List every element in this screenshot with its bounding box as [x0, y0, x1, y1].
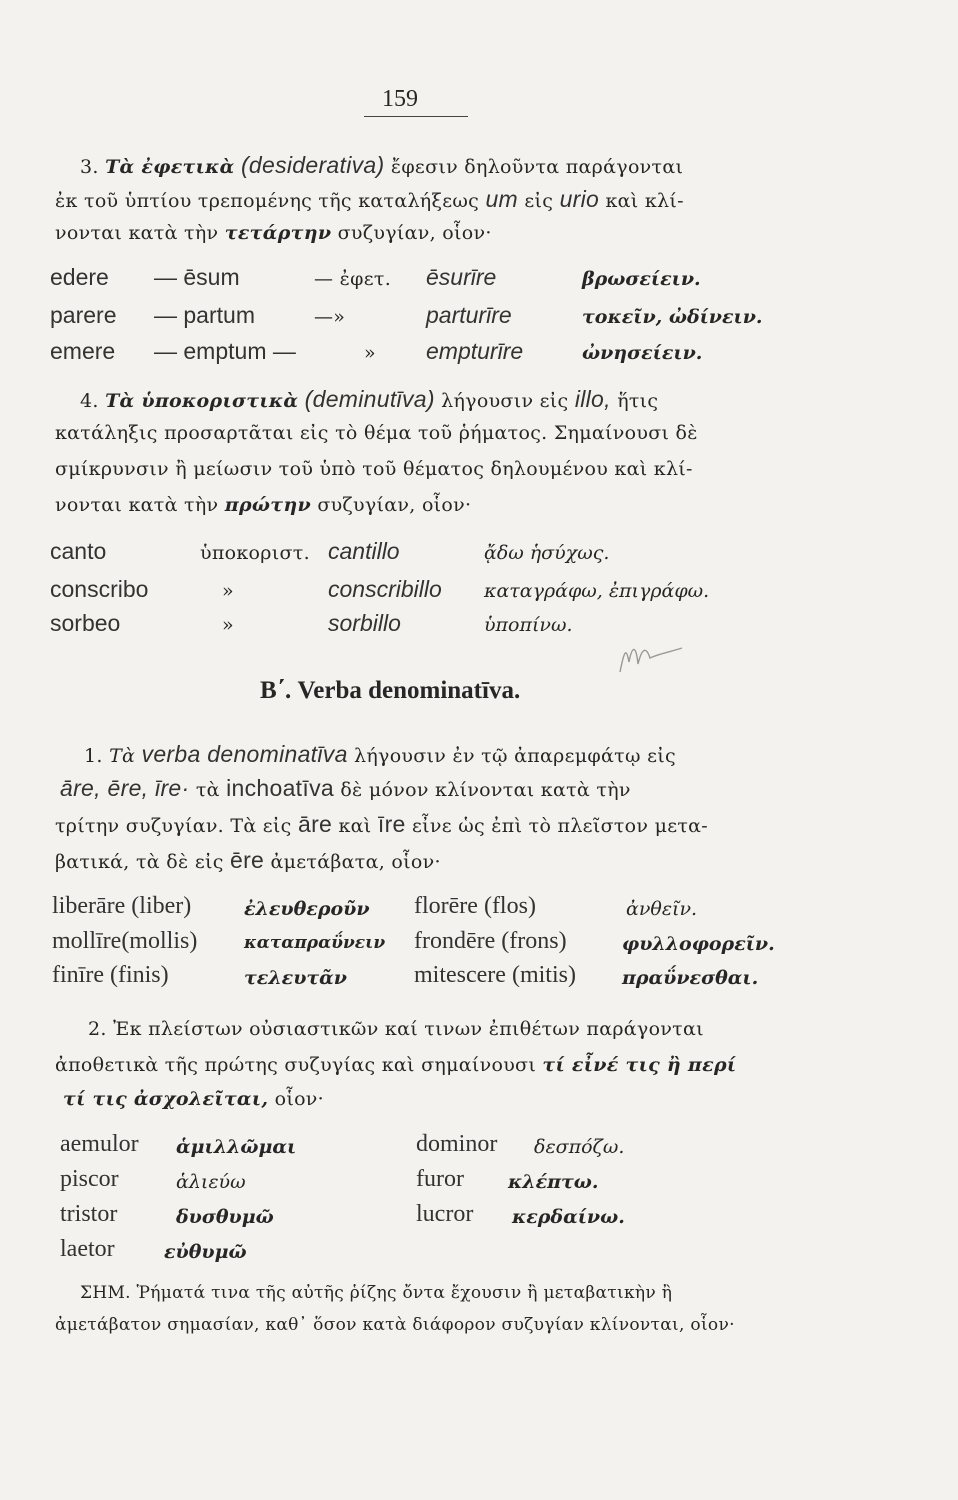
- sec1-row1-greek: ἐλευθεροῦν: [244, 898, 370, 920]
- sec3-text-4: συζυγίαν, οἷον·: [337, 222, 492, 244]
- sec3-line-1: [80, 152, 683, 179]
- sec2-row1-greek-2: δεσπόζω.: [534, 1136, 625, 1158]
- sec3-row2-marker: —»: [314, 306, 346, 328]
- sec3-eis: εἰς: [524, 190, 554, 212]
- sec3-term: Τὰ ἐφετικὰ: [105, 156, 235, 178]
- sec3-kai: καὶ κλί-: [605, 190, 684, 212]
- sec2-row3-greek-2: κερδαίνω.: [512, 1206, 625, 1228]
- sec1-row2-greek: καταπραΰνειν: [244, 933, 386, 953]
- sec3-urio: urio: [559, 186, 600, 212]
- page-number: 159: [382, 86, 418, 112]
- sec4-row1-marker: ὑποκοριστ.: [200, 542, 310, 564]
- sec3-row3-desid: empturīre: [426, 338, 524, 364]
- sec1-line-3: [55, 811, 708, 838]
- sec1-row1-greek-2: ἀνθεῖν.: [626, 898, 698, 920]
- sec4-illo: illo,: [574, 386, 611, 412]
- sec4-text-1: λήγουσιν εἰς: [441, 390, 569, 412]
- sec3-row1-supine: — ēsum: [154, 264, 240, 290]
- sec1-row3-greek: τελευτᾶν: [244, 967, 347, 989]
- sec1-number: 1.: [84, 745, 103, 767]
- sec2-row2-greek: ἁλιεύω: [176, 1171, 246, 1193]
- sec4-row3-verb: sorbeo: [50, 610, 121, 636]
- sec3-line-2: [55, 186, 684, 213]
- sec1-latin-term: verba denominatīva: [141, 741, 348, 767]
- sec4-row2-greek: καταγράφω, ἐπιγράφω.: [484, 580, 710, 602]
- sec4-line-2: κατάληξις προσαρτᾶται εἰς τὸ θέμα τοῦ ῥήματος. Σημαίνουσι δὲ: [55, 422, 698, 444]
- sec1-text-4: εἶνε ὡς ἐπὶ τὸ πλεῖστον μετα-: [411, 815, 709, 837]
- sec4-latin-term: (deminutīva): [304, 386, 435, 412]
- sec3-row3-greek: ὠνησείειν.: [582, 342, 703, 364]
- sec4-row1-verb: canto: [50, 538, 107, 564]
- sec1-inchoativa: inchoatīva: [226, 775, 334, 801]
- sec1-line-1: [84, 741, 676, 768]
- sec2-meaning-2: τί τις ἀσχολεῖται,: [63, 1088, 269, 1110]
- sec4-number: 4.: [80, 390, 99, 412]
- sec1-row2-verb-2: frondēre (frons): [414, 928, 567, 954]
- sec4-row2-verb: conscribo: [50, 576, 149, 602]
- sec1-text-6: ἀμετάβατα, οἷον·: [270, 851, 441, 873]
- sec1-ta-2: τὰ: [195, 779, 220, 801]
- sec1-row1-verb: liberāre (liber): [52, 893, 192, 919]
- sec1-row3-verb: finīre (finis): [52, 962, 169, 988]
- sec3-row2-greek: τοκεῖν, ὠδίνειν.: [582, 306, 763, 328]
- handwritten-mark-icon: [616, 638, 686, 678]
- sec4-row1-greek: ᾄδω ἡσύχως.: [484, 542, 610, 564]
- sec1-row3-verb-2: mitescere (mitis): [414, 962, 576, 988]
- sec4-row1-dim: cantillo: [328, 538, 400, 564]
- sec2-row4-verb: laetor: [60, 1236, 115, 1262]
- sec2-row1-greek: ἁμιλλῶμαι: [176, 1136, 297, 1158]
- sec4-term: Τὰ ὑποκοριστικὰ: [105, 390, 299, 412]
- sec3-text-2: ἐκ τοῦ ὑπτίου τρεπομένης τῆς καταλήξεως: [55, 190, 480, 212]
- note-line-2: ἀμετάβατον σημασίαν, καθ᾽ ὅσον κατὰ διάφορον συζυγίαν κλίνονται, οἷον·: [55, 1315, 735, 1335]
- sec1-row2-verb: mollīre(mollis): [52, 928, 198, 954]
- sec2-meaning: τί εἶνέ τις ἢ περί: [542, 1054, 737, 1076]
- sec3-row3-marker: »: [364, 342, 376, 364]
- sec3-row2-desid: parturīre: [426, 302, 512, 328]
- sec1-line-4: [55, 847, 441, 874]
- sec3-row1-latin: edere: [50, 264, 109, 290]
- sec4-itis: ἥτις: [617, 390, 659, 412]
- sec3-row1-greek: βρωσείειν.: [582, 268, 701, 290]
- page-number-rule: [364, 116, 468, 117]
- sec2-oion: οἷον·: [274, 1088, 324, 1110]
- sec4-row3-greek: ὑποπίνω.: [484, 614, 573, 636]
- sec3-row1-marker: — ἐφετ.: [314, 268, 392, 290]
- note-line-1: ΣΗΜ. Ῥήματά τινα τῆς αὐτῆς ῥίζης ὄντα ἔχουσιν ἢ μεταβατικὴν ἢ: [80, 1283, 673, 1303]
- sec4-line-4: [55, 494, 471, 516]
- sec3-um: um: [485, 186, 519, 212]
- sec1-row3-greek-2: πραΰνεσθαι.: [622, 967, 759, 989]
- sec1-kai: καὶ: [338, 815, 372, 837]
- sec2-row3-verb: tristor: [60, 1201, 118, 1227]
- sec3-tetartin: τετάρτην: [224, 222, 332, 244]
- sec1-row2-greek-2: φυλλοφορεῖν.: [622, 933, 775, 955]
- sec2-row3-greek: δυσθυμῶ: [176, 1206, 274, 1228]
- sec2-text-1: ἀποθετικὰ τῆς πρώτης συζυγίας καὶ σημαίνουσι: [55, 1054, 537, 1076]
- sec2-row1-verb-2: dominor: [416, 1131, 498, 1157]
- sec4-row2-dim: conscribillo: [328, 576, 442, 602]
- sec1-endings: āre, ēre, īre·: [60, 775, 190, 801]
- sec2-line-2: [55, 1054, 736, 1076]
- sec3-line-3: [55, 222, 492, 244]
- sec3-row2-supine: — partum: [154, 302, 255, 328]
- sec1-text-1: λήγουσιν ἐν τῷ ἀπαρεμφάτῳ εἰς: [354, 745, 676, 767]
- sec4-row3-dim: sorbillo: [328, 610, 401, 636]
- sec3-text-3: νονται κατὰ τὴν: [55, 222, 219, 244]
- sec2-row3-verb-2: lucror: [416, 1201, 474, 1227]
- sec3-number: 3.: [80, 156, 99, 178]
- sec1-ta: Τὰ: [109, 745, 136, 767]
- sec3-row2-latin: parere: [50, 302, 117, 328]
- sec4-line-3: σμίκρυνσιν ἢ μείωσιν τοῦ ὑπὸ τοῦ θέματος δηλουμένου καὶ κλί-: [55, 458, 693, 480]
- sec3-row3-supine: — emptum —: [154, 338, 296, 364]
- sec4-row2-marker: »: [222, 580, 234, 602]
- sec2-line-3: [63, 1088, 324, 1110]
- sec2-line-1: 2. Ἐκ πλείστων οὐσιαστικῶν καί τινων ἐπιθέτων παράγονται: [88, 1018, 704, 1040]
- sec4-row3-marker: »: [222, 614, 234, 636]
- sec2-row1-verb: aemulor: [60, 1131, 139, 1157]
- sec1-line-2: [60, 775, 631, 802]
- sec4-text-2: νονται κατὰ τὴν: [55, 494, 219, 516]
- sec4-protin: πρώτην: [224, 494, 311, 516]
- sec4-text-3: συζυγίαν, οἷον·: [317, 494, 472, 516]
- sec2-row4-greek: εὐθυμῶ: [164, 1241, 247, 1263]
- sec3-row3-latin: emere: [50, 338, 116, 364]
- sec2-row2-verb: piscor: [60, 1166, 119, 1192]
- sec4-line-1: [80, 386, 658, 413]
- sec3-row1-desid: ēsurīre: [426, 264, 497, 290]
- sec1-text-3: τρίτην συζυγίαν. Τὰ εἰς: [55, 815, 292, 837]
- sec2-row2-greek-2: κλέπτω.: [508, 1171, 599, 1193]
- sec1-text-2: δὲ μόνον κλίνονται κατὰ τὴν: [340, 779, 631, 801]
- sec2-row2-verb-2: furor: [416, 1166, 464, 1192]
- sec1-ire: īre: [377, 811, 406, 837]
- sec1-text-5: βατικά, τὰ δὲ εἰς: [55, 851, 224, 873]
- sec1-are: āre: [297, 811, 333, 837]
- section-heading: Β΄. Verba denominatīva.: [260, 677, 521, 704]
- sec1-ere: ēre: [230, 847, 265, 873]
- sec3-latin-term: (desiderativa): [240, 152, 385, 178]
- sec3-text-1: ἔφεσιν δηλοῦντα παράγονται: [390, 156, 684, 178]
- sec1-row1-verb-2: florēre (flos): [414, 893, 536, 919]
